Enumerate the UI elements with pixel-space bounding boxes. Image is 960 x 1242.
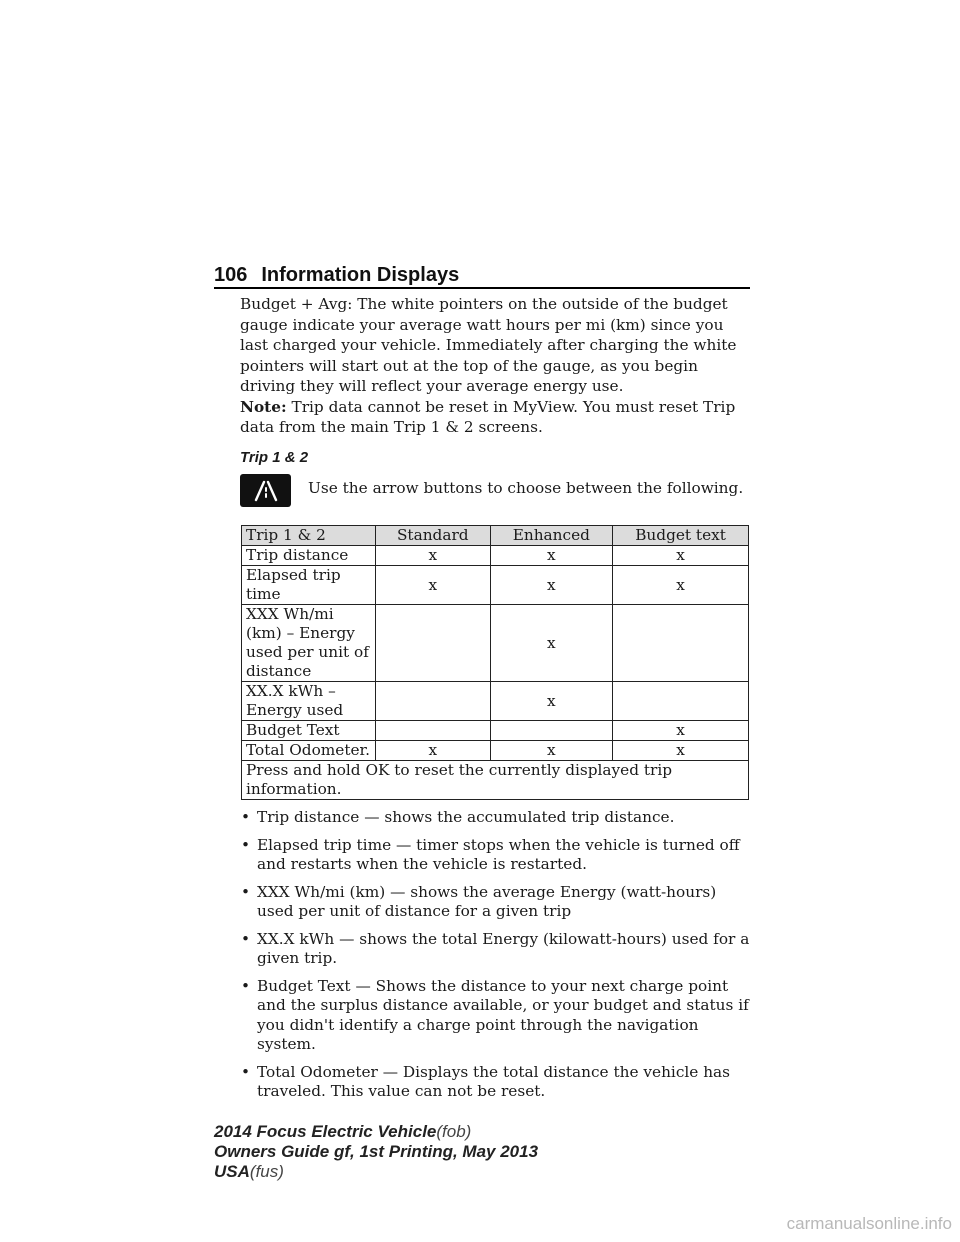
table-footnote: Press and hold OK to reset the currently displayed trip information. [242, 761, 749, 800]
footer-market: USA [214, 1162, 250, 1181]
list-item-text: Budget Text — Shows the distance to your next charge point and the surplus distance available, or your budget and status if you didn't identify a charge point through the navigation system. [257, 976, 749, 1053]
cell-enhanced: x [490, 566, 613, 605]
footer-vehicle: 2014 Focus Electric Vehicle [214, 1122, 437, 1141]
cell-budget [613, 605, 749, 682]
document-footer [214, 1122, 538, 1182]
list-item [240, 930, 750, 969]
footer-market-code: (fus) [249, 1162, 284, 1181]
trip-table [241, 525, 749, 800]
cell-budget: x [613, 546, 749, 566]
cell-enhanced: x [490, 546, 613, 566]
page-title: Information Displays [261, 264, 460, 286]
footer-line-2: Owners Guide gf, 1st Printing, May 2013 [214, 1142, 539, 1161]
row-label: Budget Text [242, 721, 376, 741]
table-header-row [242, 526, 749, 546]
cell-enhanced: x [490, 605, 613, 682]
row-label: XXX Wh/mi (km) – Energy used per unit of distance [242, 605, 376, 682]
page-number: 106 [214, 264, 248, 286]
column-header: Budget text [613, 526, 749, 546]
table-row [242, 741, 749, 761]
footer-line-1 [214, 1122, 538, 1142]
cell-standard [376, 605, 491, 682]
watermark: carmanualsonline.info [786, 1214, 952, 1233]
arrow-buttons-icon [240, 474, 291, 507]
footer-line-3 [214, 1162, 538, 1182]
budget-avg-paragraph: Budget + Avg: The white pointers on the outside of the budget gauge indicate your average watt hours per mi (km) since you last charged your vehicle. Immediately after charging the white pointers will start out at the top of the gauge, as you begin driving they will reflect your average energy use. [240, 295, 737, 395]
table-row [242, 566, 749, 605]
column-header: Standard [376, 526, 491, 546]
bullet-icon: • [241, 1062, 251, 1081]
note-text: Trip data cannot be reset in MyView. You must reset Trip data from the main Trip 1 & 2 screens. [240, 397, 736, 436]
cell-budget: x [613, 741, 749, 761]
list-item-text: Total Odometer — Displays the total distance the vehicle has traveled. This value can not be reset. [257, 1062, 731, 1100]
table-row [242, 546, 749, 566]
column-header: Trip 1 & 2 [242, 526, 376, 546]
list-item-text: XXX Wh/mi (km) — shows the average Energy (watt-hours) used per unit of distance for a given trip [257, 882, 717, 920]
cell-standard: x [376, 546, 491, 566]
cell-enhanced [490, 721, 613, 741]
table-footnote-row [242, 761, 749, 800]
bullet-icon: • [241, 835, 251, 854]
cell-standard: x [376, 741, 491, 761]
arrow-instruction-text: Use the arrow buttons to choose between the following. [308, 479, 744, 497]
table-row [242, 682, 749, 721]
column-header: Enhanced [490, 526, 613, 546]
cell-enhanced: x [490, 682, 613, 721]
bullet-icon: • [241, 929, 251, 948]
cell-standard [376, 682, 491, 721]
note-paragraph [240, 397, 750, 438]
cell-budget: x [613, 721, 749, 741]
list-item [240, 1063, 750, 1102]
cell-standard: x [376, 566, 491, 605]
bullet-icon: • [241, 808, 251, 826]
section-heading: Trip 1 & 2 [240, 448, 309, 466]
cell-enhanced: x [490, 741, 613, 761]
list-item [240, 808, 750, 828]
row-label: Trip distance [242, 546, 376, 566]
list-item [240, 836, 750, 875]
cell-budget [613, 682, 749, 721]
cell-budget: x [613, 566, 749, 605]
footer-vehicle-code: (fob) [436, 1122, 472, 1141]
list-item [240, 883, 750, 922]
bullet-icon: • [241, 882, 251, 901]
row-label: Total Odometer. [242, 741, 376, 761]
note-label: Note: [240, 397, 287, 416]
table-row [242, 721, 749, 741]
bullet-list [240, 808, 750, 1102]
row-label: Elapsed trip time [242, 566, 376, 605]
cell-standard [376, 721, 491, 741]
table-row [242, 605, 749, 682]
page-header [214, 257, 750, 289]
list-item-text: XX.X kWh — shows the total Energy (kilowatt-hours) used for a given trip. [257, 929, 750, 967]
list-item-text: Elapsed trip time — timer stops when the vehicle is turned off and restarts when the vehicle is restarted. [257, 835, 740, 873]
page-content [240, 294, 750, 1110]
bullet-icon: • [241, 976, 251, 995]
list-item [240, 977, 750, 1055]
list-item-text: Trip distance — shows the accumulated trip distance. [257, 808, 675, 826]
row-label: XX.X kWh –Energy used [242, 682, 376, 721]
arrow-instruction [240, 474, 750, 507]
